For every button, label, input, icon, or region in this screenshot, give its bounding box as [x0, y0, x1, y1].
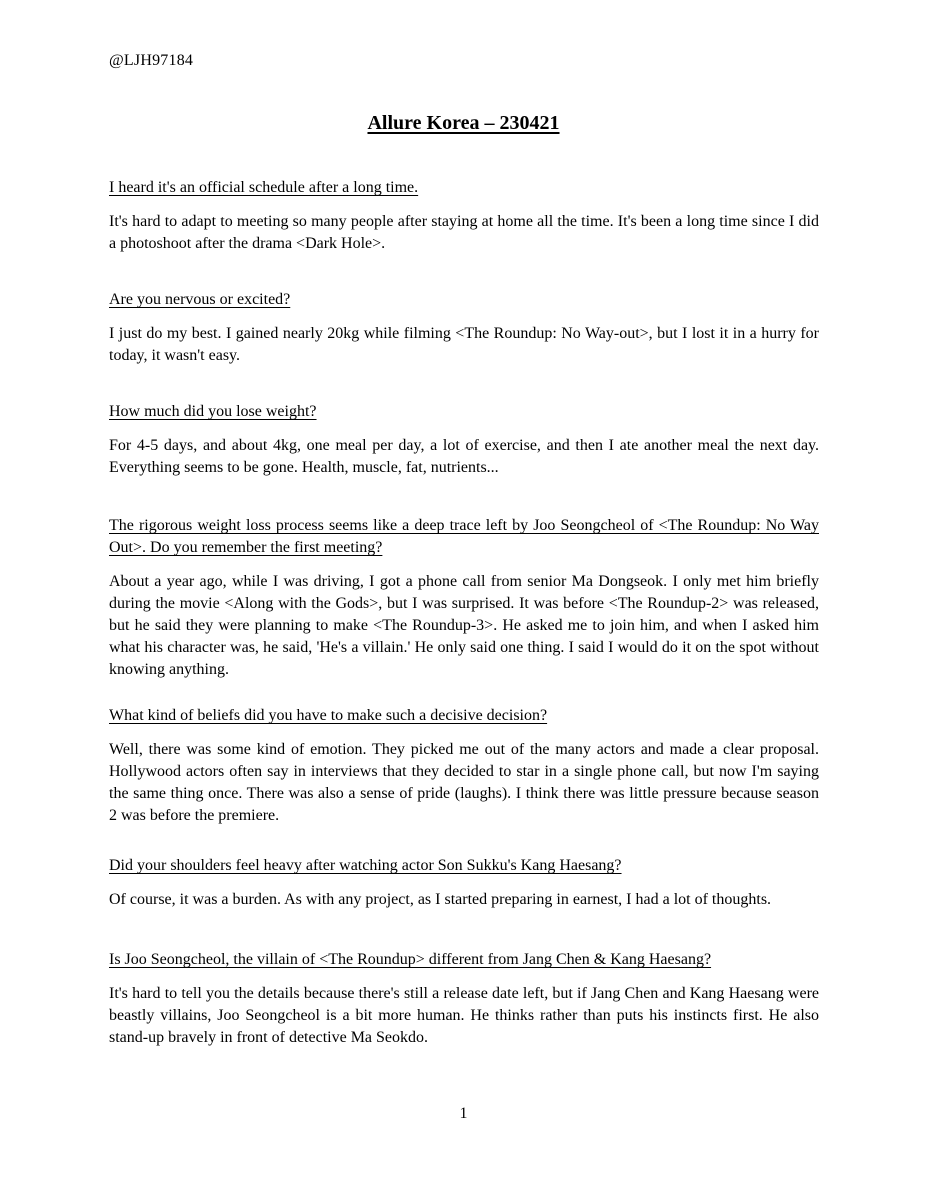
question-6: Did your shoulders feel heavy after watching actor Son Sukku's Kang Haesang?	[109, 857, 622, 874]
answer-3: For 4-5 days, and about 4kg, one meal per day, a lot of exercise, and then I ate another meal the next day. Everything seems to be gone. Health, muscle, fat, nutrients...	[109, 437, 819, 476]
qa-block-2	[109, 289, 819, 367]
question-5: What kind of beliefs did you have to make such a decisive decision?	[109, 707, 548, 724]
qa-block-7	[109, 949, 819, 1049]
qa-block-3	[109, 401, 819, 479]
question-1: I heard it's an official schedule after a long time.	[109, 179, 419, 196]
page-number: 1	[459, 1105, 468, 1122]
answer-6: Of course, it was a burden. As with any project, as I started preparing in earnest, I had a lot of thoughts.	[109, 891, 772, 908]
qa-block-1	[109, 177, 819, 255]
question-3: How much did you lose weight?	[109, 403, 317, 420]
answer-2: I just do my best. I gained nearly 20kg while filming <The Roundup: No Way-out>, but I lost it in a hurry for today, it wasn't easy.	[109, 325, 819, 364]
author-handle: @LJH97184	[109, 52, 194, 69]
qa-block-5	[109, 705, 819, 827]
question-2: Are you nervous or excited?	[109, 291, 291, 308]
document-title: Allure Korea – 230421	[367, 112, 560, 134]
answer-1: It's hard to adapt to meeting so many people after staying at home all the time. It's been a long time since I did a photoshoot after the drama <Dark Hole>.	[109, 213, 819, 252]
qa-block-6	[109, 855, 819, 911]
answer-7: It's hard to tell you the details because there's still a release date left, but if Jang Chen and Kang Haesang were beastly villains, Joo Seongcheol is a bit more human. He thinks rather than puts his instincts first. He also stand-up bravely in front of detective Ma Seokdo.	[109, 985, 819, 1046]
question-4: The rigorous weight loss process seems like a deep trace left by Joo Seongcheol of <The Roundup: No Way Out>. Do you remember the first meeting?	[109, 517, 819, 556]
answer-5: Well, there was some kind of emotion. They picked me out of the many actors and made a clear proposal. Hollywood actors often say in interviews that they decided to star in a single phone call, but now I'm saying the same thing once. There was also a sense of pride (laughs). I think there was little pressure because season 2 was before the premiere.	[109, 741, 819, 824]
answer-4: About a year ago, while I was driving, I got a phone call from senior Ma Dongseok. I only met him briefly during the movie <Along with the Gods>, but I was surprised. It was before <The Roundup-2> was released, but he said they were planning to make <The Roundup-3>. He asked me to join him, and when I asked him what his character was, he said, 'He's a villain.' He only said one thing. I said I would do it on the spot without knowing anything.	[109, 573, 819, 678]
question-7: Is Joo Seongcheol, the villain of <The Roundup> different from Jang Chen & Kang Haesang?	[109, 951, 712, 968]
qa-block-4	[109, 515, 819, 681]
